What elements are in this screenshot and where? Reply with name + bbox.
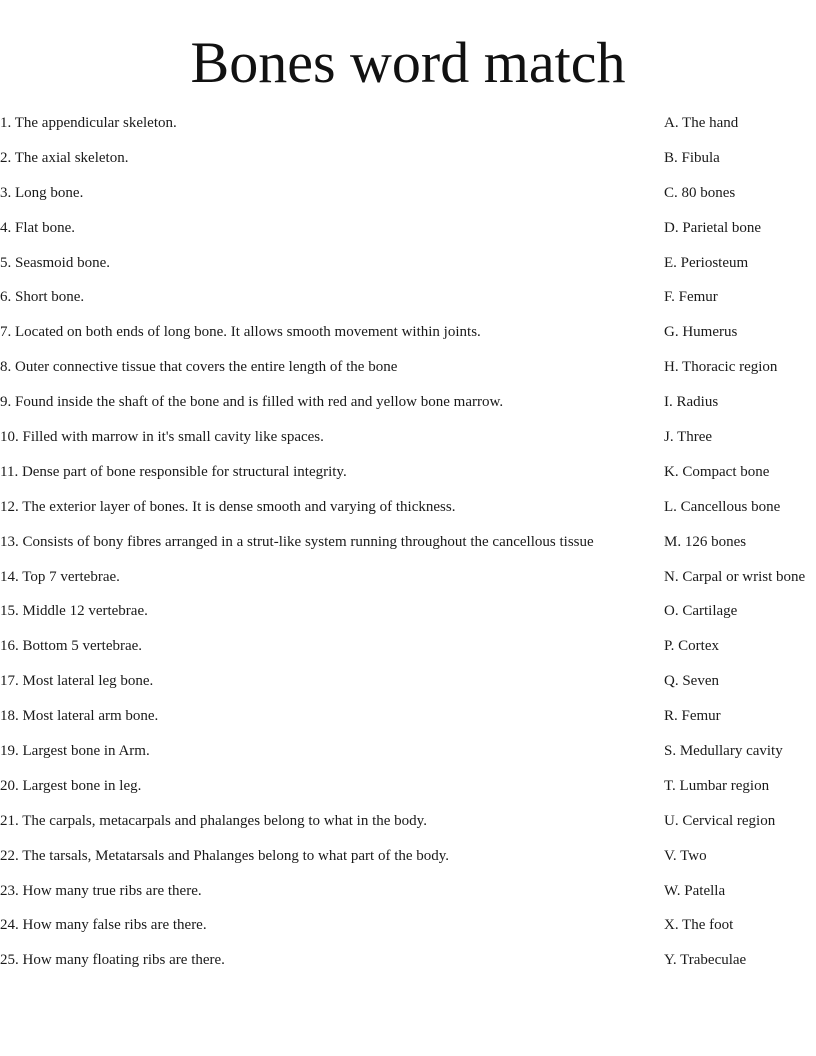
clue-text: 7. Located on both ends of long bone. It allows smooth movement within joints. <box>0 324 481 341</box>
clue-text: 25. How many floating ribs are there. <box>0 952 225 969</box>
match-row <box>0 288 816 323</box>
clue-text: 24. How many false ribs are there. <box>0 917 207 934</box>
match-row <box>0 149 816 184</box>
clue-text: 6. Short bone. <box>0 289 85 306</box>
match-row <box>0 114 816 149</box>
clue-text: 17. Most lateral leg bone. <box>0 673 154 690</box>
answer-option: O. Cartilage <box>664 603 738 620</box>
match-row <box>0 951 816 986</box>
answer-option: W. Patella <box>664 882 726 899</box>
match-row <box>0 847 816 882</box>
answer-option: D. Parietal bone <box>664 219 762 236</box>
clue-text: 20. Largest bone in leg. <box>0 777 142 794</box>
answer-option: T. Lumbar region <box>664 777 770 794</box>
answer-option: M. 126 bones <box>664 533 747 550</box>
answer-option: I. Radius <box>664 394 719 411</box>
answer-option: H. Thoracic region <box>664 359 778 376</box>
match-row <box>0 498 816 533</box>
answer-option: S. Medullary cavity <box>664 743 783 760</box>
clue-text: 3. Long bone. <box>0 184 84 201</box>
match-row <box>0 323 816 358</box>
clue-text: 14. Top 7 vertebrae. <box>0 568 120 585</box>
clue-text: 2. The axial skeleton. <box>0 149 129 166</box>
answer-option: V. Two <box>664 847 707 864</box>
answer-option: A. The hand <box>664 115 739 131</box>
match-row <box>0 254 816 289</box>
match-row <box>0 812 816 847</box>
match-row <box>0 533 816 568</box>
answer-option: C. 80 bones <box>664 184 736 201</box>
match-row <box>0 742 816 777</box>
clue-text: 12. The exterior layer of bones. It is dense smooth and varying of thickness. <box>0 498 456 515</box>
clue-text: 5. Seasmoid bone. <box>0 254 110 271</box>
answer-option: X. The foot <box>664 917 734 934</box>
clue-text: 22. The tarsals, Metatarsals and Phalanges belong to what part of the body. <box>0 847 450 864</box>
match-row <box>0 463 816 498</box>
clue-text: 19. Largest bone in Arm. <box>0 743 150 760</box>
clue-text: 18. Most lateral arm bone. <box>0 708 159 725</box>
answer-option: G. Humerus <box>664 324 738 341</box>
clue-text: 15. Middle 12 vertebrae. <box>0 603 148 620</box>
match-list <box>0 114 816 986</box>
answer-option: U. Cervical region <box>664 812 776 829</box>
answer-option: P. Cortex <box>664 638 720 655</box>
answer-option: Y. Trabeculae <box>664 952 747 969</box>
match-row <box>0 707 816 742</box>
answer-option: B. Fibula <box>664 149 720 166</box>
answer-option: K. Compact bone <box>664 463 770 480</box>
match-row <box>0 672 816 707</box>
page-title: Bones word match <box>190 30 626 95</box>
answer-option: R. Femur <box>664 708 721 725</box>
answer-option: J. Three <box>664 429 713 446</box>
clue-text: 4. Flat bone. <box>0 219 75 236</box>
match-row <box>0 916 816 951</box>
clue-text: 10. Filled with marrow in it's small cavity like spaces. <box>0 429 324 446</box>
match-row <box>0 568 816 603</box>
answer-option: E. Periosteum <box>664 254 749 271</box>
match-row <box>0 882 816 917</box>
clue-text: 11. Dense part of bone responsible for structural integrity. <box>0 463 347 480</box>
match-row <box>0 219 816 254</box>
match-row <box>0 602 816 637</box>
match-row <box>0 777 816 812</box>
match-row <box>0 358 816 393</box>
clue-text: 16. Bottom 5 vertebrae. <box>0 638 143 655</box>
match-row <box>0 184 816 219</box>
answer-option: L. Cancellous bone <box>664 498 781 515</box>
answer-option: F. Femur <box>664 289 718 306</box>
clue-text: 9. Found inside the shaft of the bone and is filled with red and yellow bone marrow. <box>0 394 504 411</box>
answer-option: Q. Seven <box>664 673 719 690</box>
clue-text: 13. Consists of bony fibres arranged in a strut-like system running throughout the cancellous tissue <box>0 533 594 550</box>
clue-text: 8. Outer connective tissue that covers the entire length of the bone <box>0 359 398 376</box>
match-row <box>0 393 816 428</box>
match-row <box>0 428 816 463</box>
answer-option: N. Carpal or wrist bone <box>664 568 806 585</box>
clue-text: 21. The carpals, metacarpals and phalanges belong to what in the body. <box>0 812 427 829</box>
match-row <box>0 637 816 672</box>
clue-text: 1. The appendicular skeleton. <box>0 115 177 131</box>
clue-text: 23. How many true ribs are there. <box>0 882 202 899</box>
